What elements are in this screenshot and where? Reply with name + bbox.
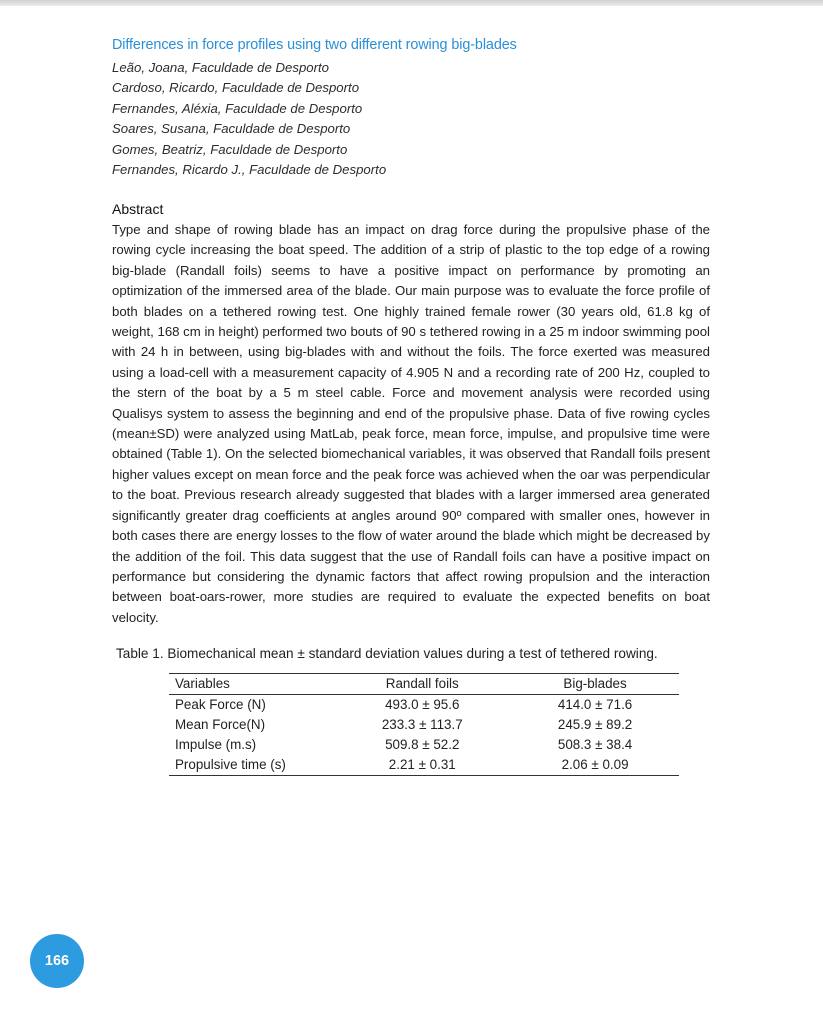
table-header-row xyxy=(169,674,679,695)
abstract-text: Type and shape of rowing blade has an impact on drag force during the propulsive phase of the rowing cycle increasing the boat speed. The addition of a strip of plastic to the top edge of a rowing big-blade (Randall foils) seems to have a positive impact on performance by promoting an optimization of the immersed area of the blade. Our main purpose was to evaluate the force profile of both blades on a tethered rowing test. One highly trained female rower (30 years old, 61.8 kg of weight, 168 cm in height) performed two bouts of 90 s tethered rowing in a 25 m indoor swimming pool with 24 h in between, using big-blades with and without the foils. The force exerted was measured using a load-cell with a measurement capacity of 4.905 N and a recording rate of 200 Hz, coupled to the stern of the boat by a 5 m steel cable. Force and movement analysis were recorded using Qualisys system to assess the beginning and end of the propulsive phase. Data of five rowing cycles (mean±SD) were analyzed using MatLab, peak force, mean force, impulse, and propulsive time were obtained (Table 1). On the selected biomechanical variables, it was observed that Randall foils present higher values except on mean force and the peak force was achieved when the oar was perpendicular to the boat. Previous research already suggested that blades with a larger immersed area generated significantly greater drag coefficients at angles around 90º compared with smaller ones, however in both cases there are energy losses to the flow of water around the blade which might be decreased by the addition of the foil. This data suggest that the use of Randall foils can have a positive impact on performance but considering the dynamic factors that affect rowing propulsion and the interaction between boat-oars-rower, more studies are required to evaluate the expected benefits on boat velocity. xyxy=(112,222,710,625)
author-line: Fernandes, Aléxia, Faculdade de Desporto xyxy=(112,100,363,116)
table-cell: 509.8 ± 52.2 xyxy=(385,737,460,752)
results-table xyxy=(169,673,679,776)
page-top-edge xyxy=(0,0,823,6)
table-cell: 414.0 ± 71.6 xyxy=(557,697,633,712)
table-cell: 233.3 ± 113.7 xyxy=(381,717,463,732)
table-row xyxy=(169,715,679,735)
table-cell: 2.06 ± 0.09 xyxy=(511,755,679,776)
table-cell: Impulse (m.s) xyxy=(175,737,257,752)
table-cell: 493.0 ± 95.6 xyxy=(385,697,460,712)
table-cell: Mean Force(N) xyxy=(175,717,266,732)
table-caption: Table 1. Biomechanical mean ± standard deviation values during a test of tethered rowing. xyxy=(116,646,658,661)
table-header-cell: Randall foils xyxy=(333,674,511,695)
table-header-cell: Big-blades xyxy=(511,674,679,695)
author-line: Leão, Joana, Faculdade de Desporto xyxy=(112,60,330,75)
table-row xyxy=(169,695,679,716)
table-row xyxy=(169,735,679,755)
author-line: Gomes, Beatriz, Faculdade de Desporto xyxy=(112,141,348,157)
author-line: Fernandes, Ricardo J., Faculdade de Desporto xyxy=(112,162,387,178)
table-cell: 2.21 ± 0.31 xyxy=(333,755,511,776)
table-cell: 508.3 ± 38.4 xyxy=(557,737,633,752)
table-cell: Peak Force (N) xyxy=(175,697,266,712)
table-cell: Propulsive time (s) xyxy=(169,755,333,776)
table-header-cell: Variables xyxy=(169,674,333,695)
paper-title: Differences in force profiles using two different rowing big-blades xyxy=(112,37,517,53)
page-number-badge: 166 xyxy=(30,934,84,988)
abstract-heading: Abstract xyxy=(112,201,164,217)
author-line: Cardoso, Ricardo, Faculdade de Desporto xyxy=(112,80,360,96)
table-row xyxy=(169,755,679,776)
author-list xyxy=(112,58,386,180)
author-line: Soares, Susana, Faculdade de Desporto xyxy=(112,121,351,137)
table-cell: 245.9 ± 89.2 xyxy=(557,717,633,732)
